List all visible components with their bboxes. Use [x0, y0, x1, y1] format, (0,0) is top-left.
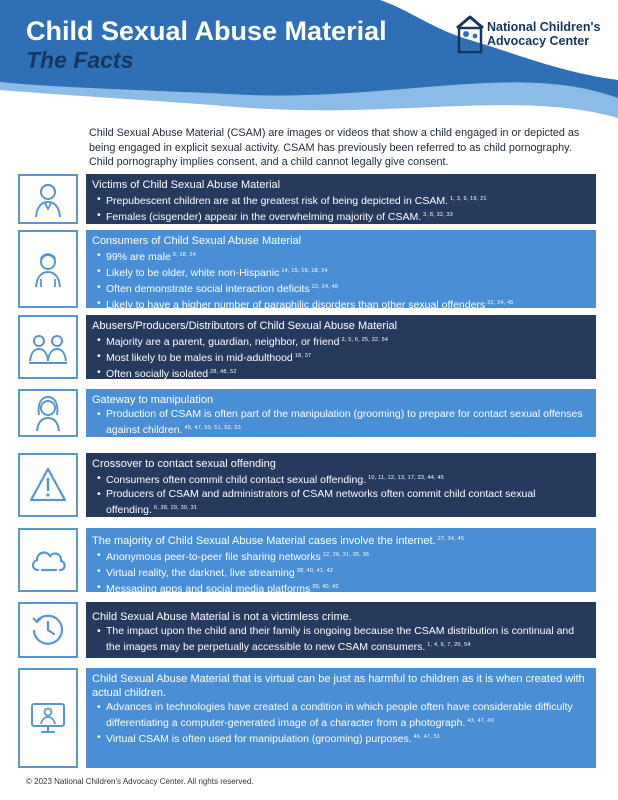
citation-ref: 1, 3, 9, 19, 21	[450, 196, 487, 202]
bullet-text: 99% are male	[106, 251, 171, 263]
section-panel	[86, 668, 596, 768]
page-subtitle: The Facts	[26, 47, 134, 73]
logo-wordmark	[487, 20, 600, 48]
monitor-person-icon	[28, 698, 68, 738]
logo-line-2: Advocacy Center	[487, 34, 590, 48]
people-group-icon	[28, 327, 68, 367]
bullet-text: Often socially isolated	[106, 368, 209, 380]
section-icon-box	[18, 453, 78, 517]
clock-history-icon	[28, 610, 68, 650]
citation-ref: 39, 40, 42	[312, 584, 339, 590]
bullet-list	[92, 624, 590, 654]
list-item	[106, 580, 590, 596]
bullet-text: Females (cisgender) appear in the overwhelming majority of CSAM.	[106, 211, 422, 223]
citation-ref: 27, 34, 45	[437, 536, 465, 542]
bullet-text: Majority are a parent, guardian, neighbor, or friend	[106, 336, 340, 348]
section-heading: Consumers of Child Sexual Abuse Material	[92, 235, 302, 247]
header-banner	[0, 0, 618, 125]
citation-ref: 46, 47, 51	[413, 734, 441, 740]
citation-ref: 22, 24, 48	[311, 284, 339, 290]
list-item	[106, 487, 590, 517]
section-icon-box	[18, 230, 78, 308]
section-panel	[86, 453, 596, 517]
citation-ref: 6, 28, 29, 30, 31	[153, 505, 198, 511]
girl-icon	[28, 393, 68, 433]
bullet-list	[92, 333, 590, 381]
bullet-text: The impact upon the child and their family is ongoing because the CSAM distribution is continual and the images may be perpetually accessible to new CSAM consumers.	[106, 625, 575, 653]
list-item	[106, 700, 590, 730]
section-panel	[86, 389, 596, 437]
bullet-text: Messaging apps and social media platforms	[106, 583, 311, 595]
bullet-text: Often demonstrate social interaction deficits	[106, 283, 310, 295]
section-icon-box	[18, 528, 78, 592]
list-item	[106, 730, 590, 746]
citation-ref: 1, 4, 6, 7, 20, 54	[427, 642, 471, 648]
list-item	[106, 407, 590, 437]
list-item	[106, 248, 590, 264]
citation-ref: 28, 48, 52	[210, 369, 237, 375]
copyright-footer: © 2023 National Children's Advocacy Center. All rights reserved.	[26, 777, 254, 786]
section-icon-box	[18, 389, 78, 437]
list-item	[106, 564, 590, 580]
section-panel	[86, 174, 596, 224]
section-panel	[86, 315, 596, 379]
section-panel	[86, 528, 596, 595]
section-heading: Victims of Child Sexual Abuse Material	[92, 179, 281, 191]
bullet-text: Most likely to be males in mid-adulthood	[106, 352, 293, 364]
citation-ref: 12, 26, 31, 35, 36	[322, 552, 370, 558]
section-icon-box	[18, 668, 78, 768]
bullet-text: Production of CSAM is often part of the manipulation (grooming) to prepare for contact sexual offenses against children.	[106, 408, 583, 436]
house-family-icon	[455, 14, 485, 54]
list-item	[106, 208, 590, 224]
section-heading: Child Sexual Abuse Material is not a victimless crime.	[92, 611, 352, 623]
bullet-list	[92, 192, 590, 224]
list-item	[106, 365, 590, 381]
bullet-text: Virtual CSAM is often used for manipulation (grooming) purposes.	[106, 733, 412, 745]
list-item	[106, 192, 590, 208]
bullet-list	[92, 471, 590, 517]
list-item	[106, 264, 590, 280]
list-item	[106, 280, 590, 296]
logo-line-1: National Children's	[487, 20, 601, 34]
list-item	[106, 333, 590, 349]
citation-ref: 14, 15, 16, 18, 24	[281, 268, 328, 274]
section-icon-box	[18, 315, 78, 379]
section-heading: Crossover to contact sexual offending	[92, 458, 276, 470]
section-heading: Abusers/Producers/Distributors of Child Sexual Abuse Material	[92, 320, 398, 332]
bullet-list	[92, 548, 590, 596]
citation-ref: 18, 37	[294, 353, 312, 359]
list-item	[106, 296, 590, 312]
cloud-icon	[28, 540, 68, 580]
bullet-text: Likely to be older, white non-Hispanic	[106, 267, 280, 279]
bullet-list	[92, 700, 590, 746]
citation-ref: 10, 11, 12, 13, 17, 23, 44, 45	[368, 475, 445, 481]
section-icon-box	[18, 602, 78, 658]
bullet-text: Likely to have a higher number of paraphilic disorders than other sexual offenders	[106, 299, 486, 311]
list-item	[106, 548, 590, 564]
bullet-text: Virtual reality, the darknet, live streaming	[106, 567, 295, 579]
citation-ref: 43, 47, 49	[467, 718, 494, 724]
bullet-text: Producers of CSAM and administrators of CSAM networks often commit child contact sexual offending.	[106, 488, 536, 516]
bullet-text: Consumers often commit child contact sexual offending.	[106, 474, 367, 486]
section-heading: Child Sexual Abuse Material that is virtual can be just as harmful to children as it is when created with actual children.	[92, 673, 585, 699]
child-icon	[28, 179, 68, 219]
list-item	[106, 349, 590, 365]
citation-ref: 45, 47, 50, 51, 52, 53	[184, 425, 241, 431]
bullet-list	[92, 248, 590, 312]
citation-ref: 3, 8, 32, 33	[423, 212, 454, 218]
bullet-text: Advances in technologies have created a condition in which people often have considerable difficulty differentiating a computer-generated image of a character from a photograph.	[106, 701, 573, 729]
citation-ref: 2, 5, 6, 25, 32, 54	[341, 337, 389, 343]
ncac-logo	[455, 14, 613, 58]
warning-icon	[28, 465, 68, 505]
bullet-text: Prepubescent children are at the greatest risk of being depicted in CSAM.	[106, 195, 449, 207]
page-title: Child Sexual Abuse Material	[26, 16, 387, 46]
citation-ref: 38, 40, 41, 42	[296, 568, 334, 574]
citation-ref: 22, 24, 45	[487, 300, 514, 306]
citation-ref: 9, 18, 24	[172, 252, 197, 258]
bullet-text: Anonymous peer-to-peer file sharing networks	[106, 551, 321, 563]
section-panel	[86, 602, 596, 658]
section-heading	[92, 532, 590, 548]
bullet-list	[92, 407, 590, 437]
section-icon-box	[18, 174, 78, 224]
list-item	[106, 624, 590, 654]
section-heading: Gateway to manipulation	[92, 394, 214, 406]
man-icon	[28, 249, 68, 289]
section-panel	[86, 230, 596, 311]
heading-text: The majority of Child Sexual Abuse Material cases involve the internet.	[92, 535, 436, 547]
list-item	[106, 471, 590, 487]
intro-paragraph: Child Sexual Abuse Material (CSAM) are images or videos that show a child engaged in or depicted as being engaged in explicit sexual activity. CSAM has previously been referred to as child pornography. Child pornography implies consent, and a child cannot legally give consent.	[89, 127, 580, 168]
